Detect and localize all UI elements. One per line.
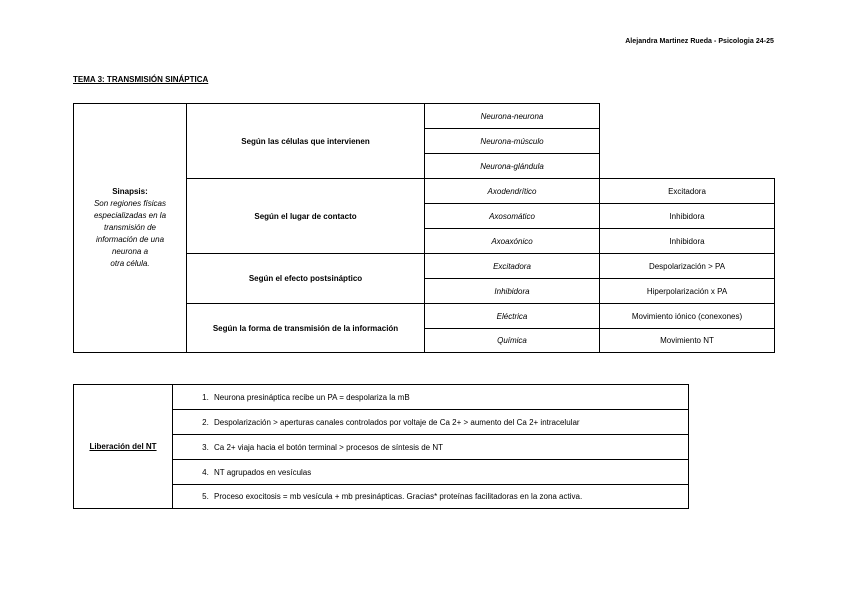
type-cell: Química xyxy=(424,328,600,353)
effect-cell: Hiperpolarización x PA xyxy=(599,278,775,304)
type-cell: Inhibidora xyxy=(424,278,600,304)
list-item-number: 3. xyxy=(202,442,209,452)
group-label: Según las células que intervienen xyxy=(186,103,425,179)
group-label: Según el lugar de contacto xyxy=(186,178,425,254)
list-item-text: Neurona presináptica recibe un PA = despolariza la mB xyxy=(214,392,410,402)
list-item xyxy=(172,434,689,460)
sinapsis-desc-line: transmisión de xyxy=(103,223,157,232)
nt-release-label-text: Liberación del NT xyxy=(89,442,157,451)
list-item xyxy=(172,459,689,485)
list-item-number: 2. xyxy=(202,417,209,427)
effect-cell: Movimiento NT xyxy=(599,328,775,353)
effect-cell: Despolarización > PA xyxy=(599,253,775,279)
sinapsis-desc-line: especializadas en la xyxy=(93,211,167,220)
sinapsis-desc-line: información de una xyxy=(95,235,165,244)
effect-cell: Inhibidora xyxy=(599,228,775,254)
type-cell: Excitadora xyxy=(424,253,600,279)
effect-cell: Inhibidora xyxy=(599,203,775,229)
sinapsis-desc-line: neurona a xyxy=(111,247,149,256)
list-item-text: Proceso exocitosis = mb vesícula + mb presinápticas. Gracias* proteínas facilitadoras en la zona activa. xyxy=(214,492,583,501)
list-item-text: Despolarización > aperturas canales controlados por voltaje de Ca 2+ > aumento del Ca 2+ intracelular xyxy=(214,417,580,427)
type-cell: Axodendrítico xyxy=(424,178,600,204)
page-title: TEMA 3: TRANSMISIÓN SINÁPTICA xyxy=(73,75,209,84)
type-cell: Axoaxónico xyxy=(424,228,600,254)
nt-release-label xyxy=(73,384,173,509)
sinapsis-desc-line: otra célula. xyxy=(110,259,150,268)
group-label: Según el efecto postsináptico xyxy=(186,253,425,304)
list-item xyxy=(172,484,689,509)
sinapsis-desc-line: Son regiones físicas xyxy=(93,199,167,208)
list-item xyxy=(172,409,689,435)
list-item-number: 4. xyxy=(202,467,209,477)
list-item-number: 5. xyxy=(202,492,209,501)
list-item xyxy=(172,384,689,410)
type-cell: Neurona-músculo xyxy=(424,128,600,154)
type-cell: Neurona-glándula xyxy=(424,153,600,179)
sinapsis-title: Sinapsis: xyxy=(112,187,148,196)
type-cell: Eléctrica xyxy=(424,303,600,329)
type-cell: Neurona-neurona xyxy=(424,103,600,129)
effect-cell: Excitadora xyxy=(599,178,775,204)
list-item-text: NT agrupados en vesículas xyxy=(214,467,312,477)
list-item-text: Ca 2+ viaja hacia el botón terminal > procesos de síntesis de NT xyxy=(214,442,444,452)
type-cell: Axosomático xyxy=(424,203,600,229)
list-item-number: 1. xyxy=(202,392,209,402)
sinapsis-cell xyxy=(73,103,187,353)
header-author: Alejandra Martinez Rueda - Psicologia 24-25 xyxy=(625,38,774,45)
effect-cell: Movimiento iónico (conexones) xyxy=(599,303,775,329)
group-label: Según la forma de transmisión de la información xyxy=(186,303,425,353)
